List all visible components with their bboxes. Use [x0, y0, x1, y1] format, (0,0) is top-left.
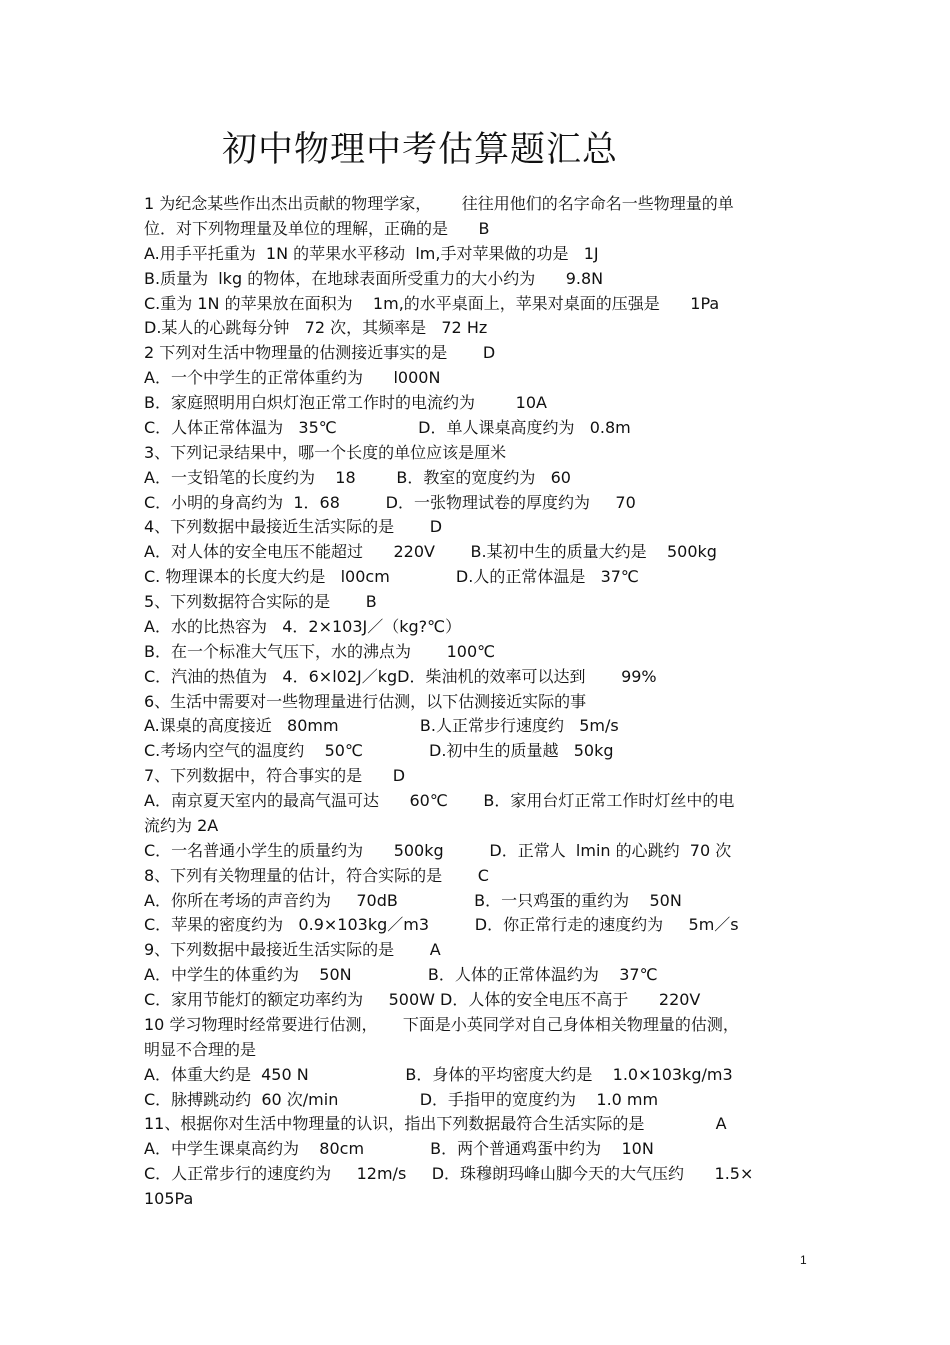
text-line: 5、下列数据符合实际的是 B: [144, 592, 377, 611]
text-line: A．南京夏天室内的最高气温可达 60℃ B．家用台灯正常工作时灯丝中的电: [144, 791, 735, 810]
document-title: 初中物理中考估算题汇总: [222, 130, 619, 170]
text-line: C.考场内空气的温度约 50℃ D.初中生的质量越 50kg: [144, 741, 614, 761]
text-line: 流约为 2A: [144, 815, 219, 835]
text-line: 位．对下列物理量及单位的理解，正确的是 B: [144, 218, 490, 238]
page-number: 1: [800, 1253, 807, 1267]
text-line: B.质量为 lkg 的物体，在地球表面所受重力的大小约为 9.8N: [144, 268, 604, 288]
text-line: C.重为 1N 的苹果放在面积为 1m,的水平桌面上，苹果对桌面的压强是 1Pa: [144, 293, 720, 313]
text-line: 9、下列数据中最接近生活实际的是 A: [144, 940, 441, 960]
text-line: C．脉搏跳动约 60 次/min D．手指甲的宽度约为 1.0 mm: [144, 1089, 659, 1109]
text-line: 11、根据你对生活中物理量的认识，指出下列数据最符合生活实际的是 A: [144, 1114, 727, 1134]
text-line: 105Pa: [144, 1189, 194, 1208]
text-line: A．中学生课桌高约为 80cm B．两个普通鸡蛋中约为 10N: [144, 1139, 654, 1159]
text-line: B．在一个标准大气压下，水的沸点为 100℃: [144, 641, 496, 661]
text-line: A．水的比热容为 4．2×103J／（kg?℃）: [144, 616, 462, 636]
text-line: 4、下列数据中最接近生活实际的是 D: [144, 517, 443, 537]
text-line: 7、下列数据中，符合事实的是 D: [144, 766, 406, 786]
text-line: A．中学生的体重约为 50N B．人体的正常体温约为 37℃: [144, 965, 658, 985]
text-line: C．家用节能灯的额定功率约为 500W D．人体的安全电压不高于 220V: [144, 990, 701, 1009]
text-line: C．小明的身高约为 1．68 D．一张物理试卷的厚度约为 70: [144, 492, 636, 512]
text-line: A.用手平托重为 1N 的苹果水平移动 lm,手对苹果做的功是 1J: [144, 243, 599, 263]
text-line: 6、生活中需要对一些物理量进行估测，以下估测接近实际的事: [144, 691, 587, 711]
text-line: D.某人的心跳每分钟 72 次，其频率是 72 Hz: [144, 318, 488, 338]
text-line: 3、下列记录结果中，哪一个长度的单位应该是厘米: [144, 442, 507, 462]
text-line: C．一名普通小学生的质量约为 500kg D．正常人 lmin 的心跳约 70 次: [144, 840, 732, 860]
question-list: [144, 192, 809, 1212]
text-line: B．家庭照明用白炽灯泡正常工作时的电流约为 10A: [144, 393, 547, 412]
text-line: 2 下列对生活中物理量的估测接近事实的是 D: [144, 343, 496, 363]
text-line: A．体重大约是 450 N B．身体的平均密度大约是 1.0×103kg/m3: [144, 1064, 733, 1084]
text-line: C．苹果的密度约为 0.9×103kg／m3 D．你正常行走的速度约为 5m／s: [144, 915, 739, 935]
text-line: 1 为纪念某些作出杰出贡献的物理学家， 往往用他们的名字命名一些物理量的单: [144, 194, 734, 213]
text-line: A．你所在考场的声音约为 70dB B．一只鸡蛋的重约为 50N: [144, 890, 682, 910]
text-line: A.课桌的高度接近 80mm B.人正常步行速度约 5m/s: [144, 716, 619, 736]
text-line: C．人体正常体温为 35℃ D．单人课桌高度约为 0.8m: [144, 417, 631, 437]
text-line: C．汽油的热值为 4．6×l02J／kgD．柴油机的效率可以达到 99%: [144, 666, 657, 686]
text-line: A．一个中学生的正常体重约为 l000N: [144, 368, 441, 388]
text-line: 10 学习物理时经常要进行估测， 下面是小英同学对自己身体相关物理量的估测，: [144, 1014, 739, 1034]
text-line: A．一支铅笔的长度约为 18 B．教室的宽度约为 60: [144, 467, 571, 487]
text-line: 8、下列有关物理量的估计，符合实际的是 C: [144, 865, 489, 885]
text-line: C．人正常步行的速度约为 12m/s D．珠穆朗玛峰山脚今天的大气压约 1.5×: [144, 1164, 754, 1184]
text-line: C. 物理课本的长度大约是 l00cm D.人的正常体温是 37℃: [144, 567, 639, 587]
text-line: 明显不合理的是: [144, 1039, 257, 1059]
text-line: A．对人体的安全电压不能超过 220V B.某初中生的质量大约是 500kg: [144, 542, 717, 562]
